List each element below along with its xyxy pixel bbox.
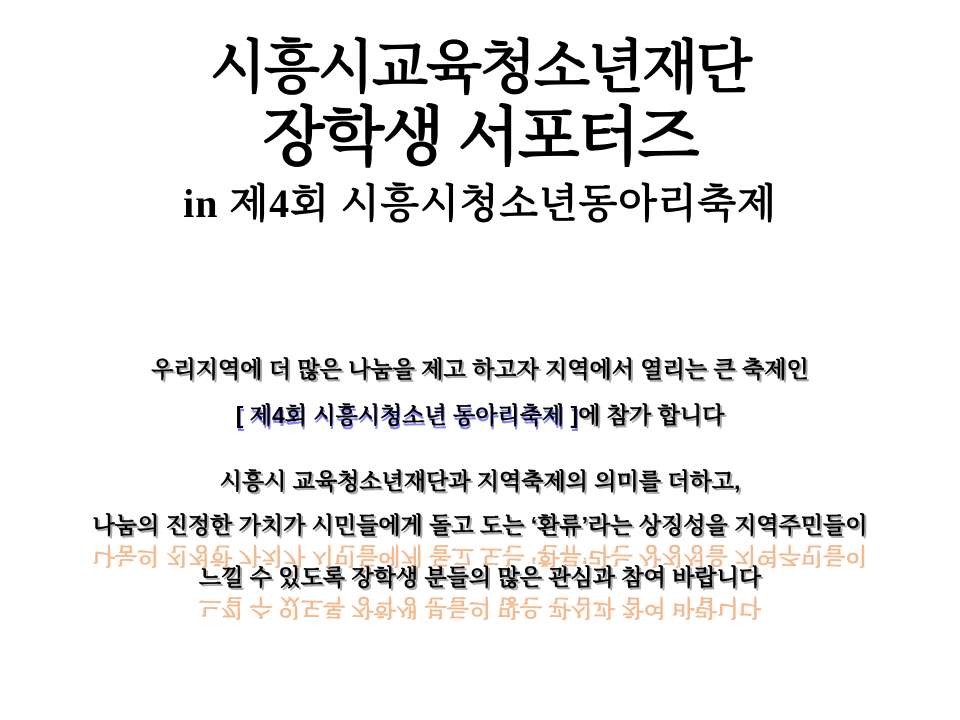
paragraph1-line2	[0, 392, 960, 438]
paragraph2-line1: 시흥시 교육청소년재단과 지역축제의 의미를 더하고,	[219, 468, 741, 494]
slide-title-line-1: 시흥시교육청소년재단	[209, 35, 751, 100]
paragraph2-line3-reflection	[0, 593, 960, 621]
paragraph2-line2-reflection-text: 나눔의 진정한 가치가 시민들에게 돌고 도는 ‘환류’라는 상징성을 지역주민들이	[92, 543, 868, 569]
paragraph2-line2-reflection	[0, 541, 960, 569]
slide-subtitle: in 제4회 시흥시청소년동아리축제	[183, 181, 777, 226]
body-paragraph-1	[0, 346, 960, 438]
body-paragraph-2	[0, 466, 960, 621]
festival-highlight-text: [ 제4회 시흥시청소년 동아리축제 ]	[235, 402, 579, 428]
paragraph2-line3: 느낄 수 있도록 장학생 분들의 많은 관심과 참여 바랍니다	[198, 564, 762, 590]
paragraph2-line2: 나눔의 진정한 가치가 시민들에게 돌고 도는 ‘환류’라는 상징성을 지역주민들이	[92, 512, 868, 538]
paragraph2-line3-reflection-text: 느낄 수 있도록 장학생 분들의 많은 관심과 참여 바랍니다	[198, 595, 762, 621]
paragraph1-line2-rest: 에 참가 합니다	[578, 402, 725, 428]
slide-title-line-2: 장학생 서포터즈	[262, 101, 698, 173]
paragraph1-line1: 우리지역에 더 많은 나눔을 제고 하고자 지역에서 열리는 큰 축제인	[151, 356, 809, 382]
